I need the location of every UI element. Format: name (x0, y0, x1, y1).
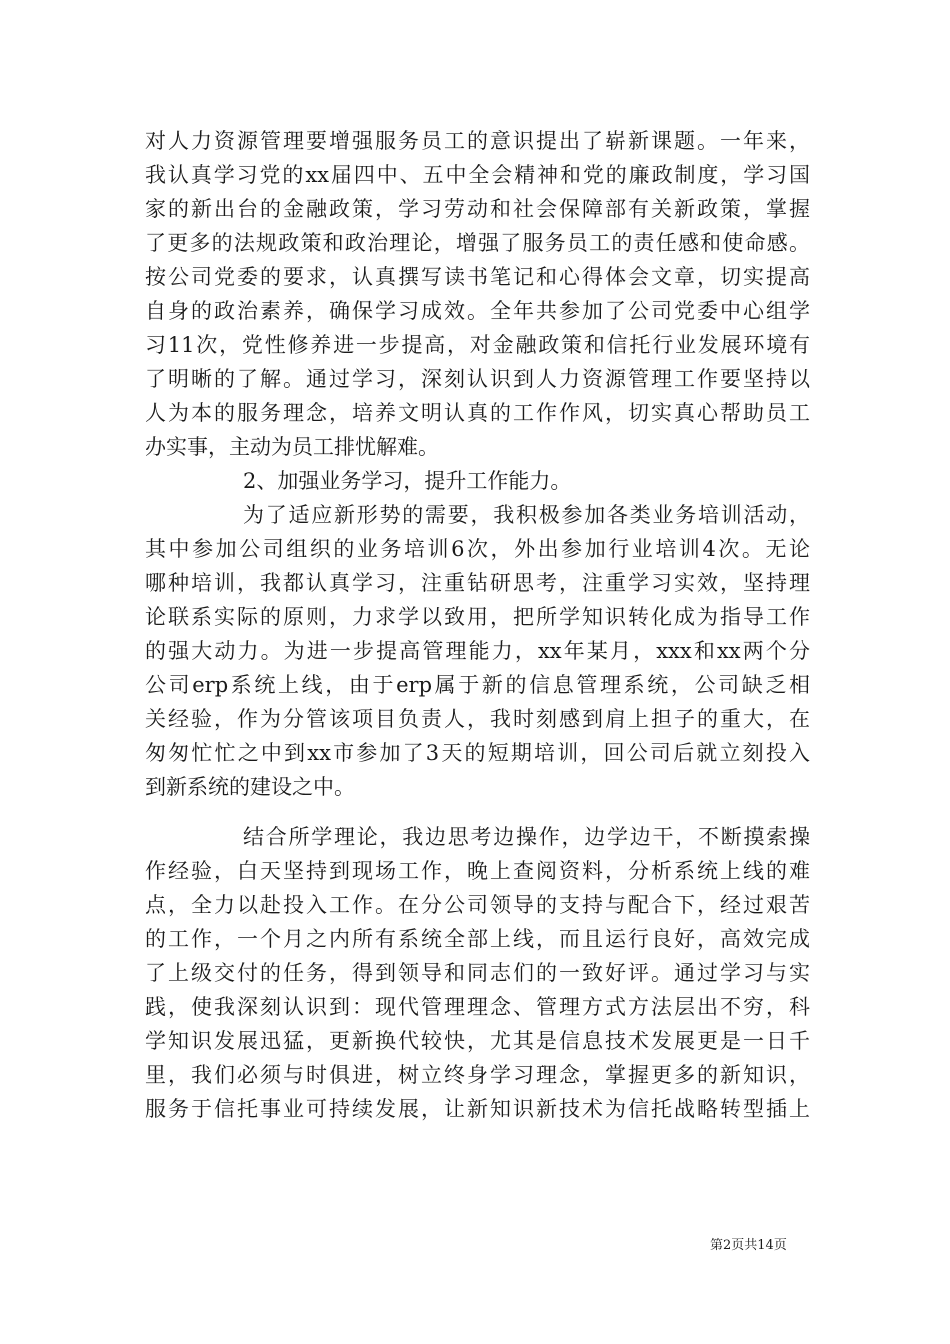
text-line: 其中参加公司组织的业务培训6次，外出参加行业培训4次。无论 (145, 537, 810, 561)
text-line: 服务于信托事业可持续发展，让新知识新技术为信托战略转型插上 (145, 1097, 810, 1121)
text-line: 了更多的法规政策和政治理论，增强了服务员工的责任感和使命感。 (145, 231, 810, 255)
heading-text: 2、加强业务学习，提升工作能力。 (243, 469, 572, 493)
text-line: 习11次，党性修养进一步提高，对金融政策和信托行业发展环境有 (145, 333, 810, 357)
paragraph-1 (145, 124, 810, 464)
text-line: 按公司党委的要求，认真撰写读书笔记和心得体会文章，切实提高 (145, 265, 810, 289)
text-line: 的强大动力。为进一步提高管理能力，xx年某月，xxx和xx两个分 (145, 639, 810, 663)
text-line: 家的新出台的金融政策，学习劳动和社会保障部有关新政策，掌握 (145, 197, 810, 221)
text-line: 人为本的服务理念，培养文明认真的工作作风，切实真心帮助员工 (145, 401, 810, 425)
text-line: 作经验，白天坚持到现场工作，晚上查阅资料，分析系统上线的难 (145, 859, 810, 883)
text-line: 匆匆忙忙之中到xx市参加了3天的短期培训，回公司后就立刻投入 (145, 741, 810, 765)
text-line: 办实事，主动为员工排忧解难。 (145, 435, 439, 459)
text-line: 里，我们必须与时俱进，树立终身学习理念，掌握更多的新知识， (145, 1063, 810, 1087)
text-line: 我认真学习党的xx届四中、五中全会精神和党的廉政制度，学习国 (145, 163, 810, 187)
text-line: 自身的政治素养，确保学习成效。全年共参加了公司党委中心组学 (145, 299, 810, 323)
paragraph-3 (145, 498, 810, 804)
paragraph-4 (145, 820, 810, 1126)
text-line: 了上级交付的任务，得到领导和同志们的一致好评。通过学习与实 (145, 961, 810, 985)
text-line: 结合所学理论，我边思考边操作，边学边干，不断摸索操 (243, 825, 810, 849)
text-line: 践，使我深刻认识到：现代管理理念、管理方式方法层出不穷，科 (145, 995, 810, 1019)
page-number: 第2页共14页 (710, 1238, 787, 1253)
text-line: 了明晰的了解。通过学习，深刻认识到人力资源管理工作要坚持以 (145, 367, 810, 391)
text-line: 点，全力以赴投入工作。在分公司领导的支持与配合下，经过艰苦 (145, 893, 810, 917)
text-line: 的工作，一个月之内所有系统全部上线，而且运行良好，高效完成 (145, 927, 810, 951)
text-line: 关经验，作为分管该项目负责人，我时刻感到肩上担子的重大，在 (145, 707, 810, 731)
text-line: 公司erp系统上线，由于erp属于新的信息管理系统，公司缺乏相 (145, 673, 810, 697)
text-line: 到新系统的建设之中。 (145, 775, 355, 799)
body-text (145, 124, 810, 1126)
text-line: 学知识发展迅猛，更新换代较快，尤其是信息技术发展更是一日千 (145, 1029, 810, 1053)
text-line: 为了适应新形势的需要，我积极参加各类业务培训活动， (243, 503, 810, 527)
section-heading (145, 464, 810, 498)
text-line: 哪种培训，我都认真学习，注重钻研思考，注重学习实效，坚持理 (145, 571, 810, 595)
text-line: 论联系实际的原则，力求学以致用，把所学知识转化成为指导工作 (145, 605, 810, 629)
text-line: 对人力资源管理要增强服务员工的意识提出了崭新课题。一年来， (145, 129, 810, 153)
